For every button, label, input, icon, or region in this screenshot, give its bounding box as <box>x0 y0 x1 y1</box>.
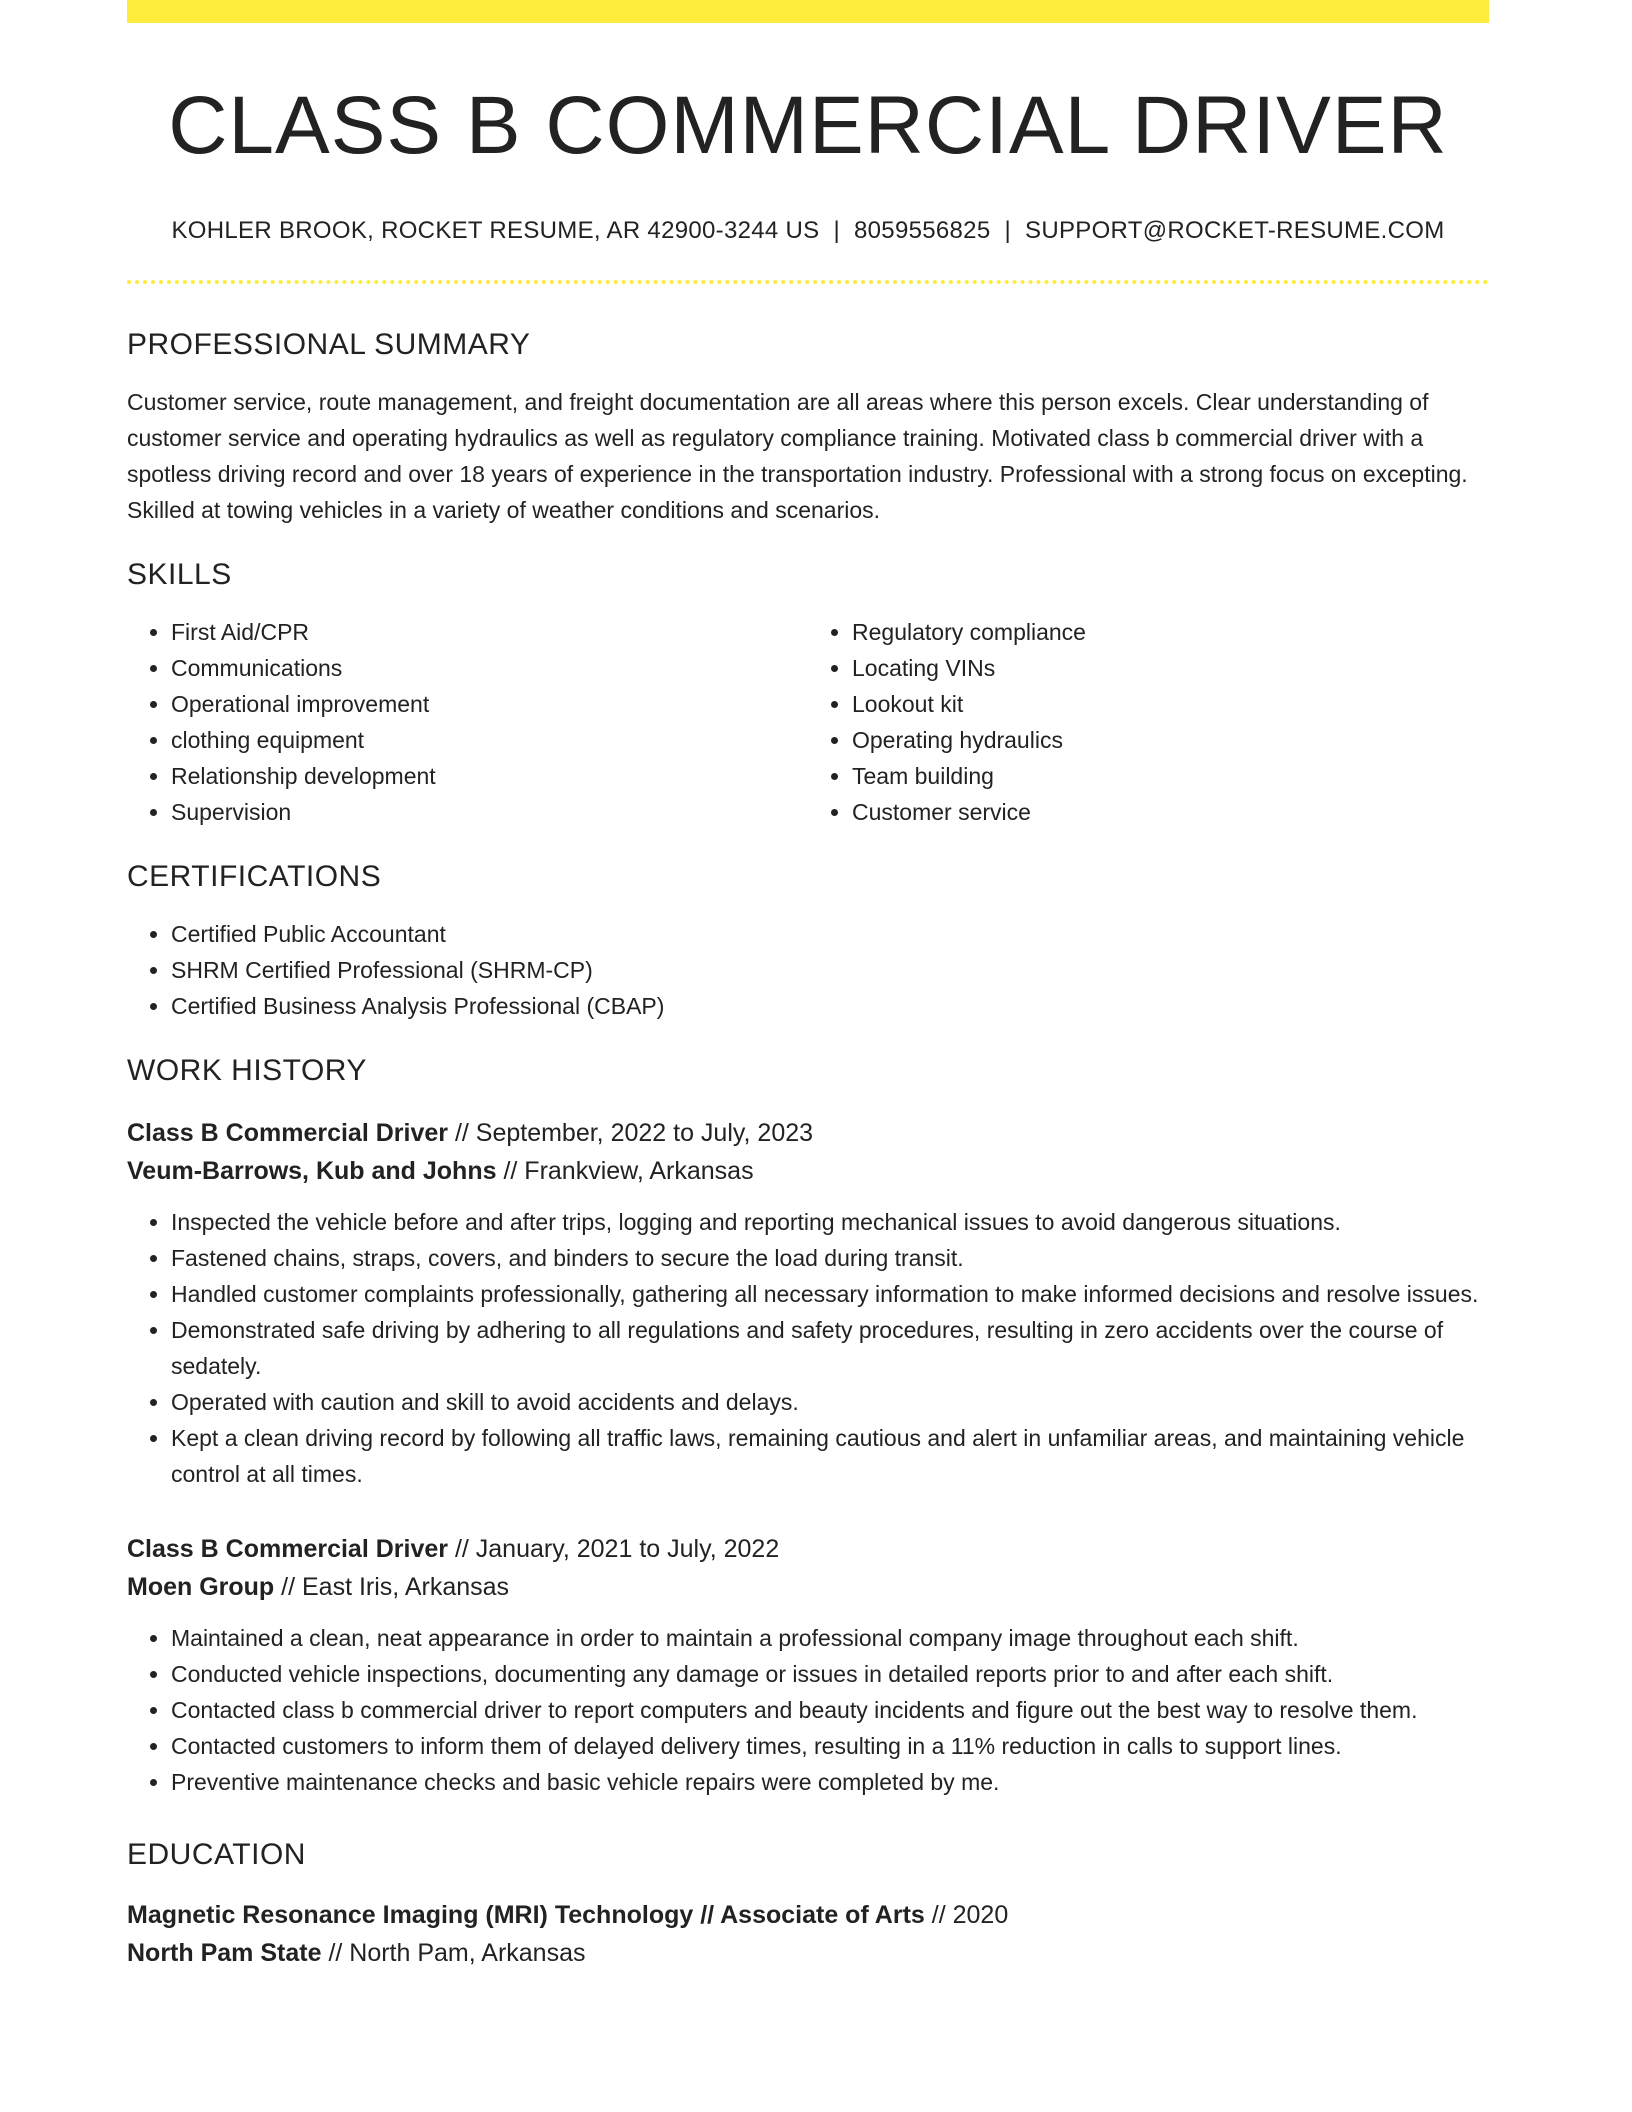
skill-item: • First Aid/CPR <box>171 614 808 650</box>
skills-column-left <box>127 614 808 830</box>
education-entry <box>127 1896 1489 1972</box>
job-bullet: • Preventive maintenance checks and basic vehicle repairs were completed by me. <box>171 1764 1489 1800</box>
job-bullets <box>127 1620 1489 1800</box>
job-bullet: • Contacted class b commercial driver to report computers and beauty incidents and figure out the best way to resolve them. <box>171 1692 1489 1728</box>
education-school: North Pam State <box>127 1939 322 1968</box>
job-company: Veum-Barrows, Kub and Johns <box>127 1157 497 1186</box>
summary-text: Customer service, route management, and freight documentation are all areas where this person excels. Clear understanding of customer service and operating hydraulics as well as regulatory compliance training. Motivated class b commercial driver with a spotless driving record and over 18 years of experience in the transportation industry. Professional with a strong focus on excepting. Skilled at towing vehicles in a variety of weather conditions and scenarios. <box>127 389 1468 524</box>
skill-item: • Communications <box>171 650 808 686</box>
certification-item: • Certified Public Accountant <box>171 916 1489 952</box>
job-role: Class B Commercial Driver <box>127 1119 448 1148</box>
skill-item: • Regulatory compliance <box>852 614 1489 650</box>
education-school-line <box>127 1934 1489 1972</box>
education-year: // 2020 <box>931 1901 1009 1930</box>
education-heading: EDUCATION <box>127 1838 306 1872</box>
dotted-divider <box>127 280 1489 284</box>
contact-address: KOHLER BROOK, ROCKET RESUME, AR 42900-3244 US <box>171 217 820 245</box>
accent-bar <box>127 0 1489 23</box>
certifications-list <box>127 916 1489 1024</box>
skill-item: • Operating hydraulics <box>852 722 1489 758</box>
certification-item: • SHRM Certified Professional (SHRM-CP) <box>171 952 1489 988</box>
job-company-line <box>127 1568 1489 1606</box>
skill-item: • Team building <box>852 758 1489 794</box>
skill-item: • Locating VINs <box>852 650 1489 686</box>
contact-separator: | <box>833 217 840 245</box>
summary-heading: PROFESSIONAL SUMMARY <box>127 328 531 362</box>
job-bullet: • Kept a clean driving record by following all traffic laws, remaining cautious and alert in unfamiliar areas, and maintaining vehicle control at all times. <box>171 1420 1489 1492</box>
skill-item: • Customer service <box>852 794 1489 830</box>
skill-item: • clothing equipment <box>171 722 808 758</box>
job-location: // Frankview, Arkansas <box>503 1157 754 1186</box>
job-bullet: • Contacted customers to inform them of delayed delivery times, resulting in a 11% reduction in calls to support lines. <box>171 1728 1489 1764</box>
skill-item: • Relationship development <box>171 758 808 794</box>
education-location: // North Pam, Arkansas <box>328 1939 586 1968</box>
skill-item: • Lookout kit <box>852 686 1489 722</box>
skills-column-right <box>808 614 1489 830</box>
job-bullets <box>127 1204 1489 1492</box>
job-bullet: • Operated with caution and skill to avoid accidents and delays. <box>171 1384 1489 1420</box>
skill-item: • Operational improvement <box>171 686 808 722</box>
job-company: Moen Group <box>127 1573 275 1602</box>
job-entry <box>127 1114 1489 1492</box>
skills-grid <box>127 614 1489 830</box>
job-role-line <box>127 1530 1489 1568</box>
job-role-line <box>127 1114 1489 1152</box>
job-location: // East Iris, Arkansas <box>281 1573 510 1602</box>
job-bullet: • Maintained a clean, neat appearance in order to maintain a professional company image throughout each shift. <box>171 1620 1489 1656</box>
job-company-line <box>127 1152 1489 1190</box>
resume-title: CLASS B COMMERCIAL DRIVER <box>168 80 1448 171</box>
skill-item: • Supervision <box>171 794 808 830</box>
job-bullet: • Inspected the vehicle before and after trips, logging and reporting mechanical issues to avoid dangerous situations. <box>171 1204 1489 1240</box>
contact-separator: | <box>1004 217 1012 245</box>
job-dates: // January, 2021 to July, 2022 <box>454 1535 780 1564</box>
job-bullet: • Handled customer complaints professionally, gathering all necessary information to make informed decisions and resolve issues. <box>171 1276 1489 1312</box>
job-dates: // September, 2022 to July, 2023 <box>454 1119 814 1148</box>
work-history-heading: WORK HISTORY <box>127 1054 367 1088</box>
resume-page <box>127 0 1489 1972</box>
skills-heading: SKILLS <box>127 558 232 592</box>
job-bullet: • Demonstrated safe driving by adhering to all regulations and safety procedures, resulting in zero accidents over the course of sedately. <box>171 1312 1489 1384</box>
job-entry <box>127 1530 1489 1800</box>
job-role: Class B Commercial Driver <box>127 1535 448 1564</box>
certification-item: • Certified Business Analysis Professional (CBAP) <box>171 988 1489 1024</box>
contact-phone: 8059556825 <box>854 217 991 245</box>
certifications-heading: CERTIFICATIONS <box>127 860 382 894</box>
contact-line <box>127 217 1489 245</box>
education-degree-line <box>127 1896 1489 1934</box>
job-bullet: • Fastened chains, straps, covers, and binders to secure the load during transit. <box>171 1240 1489 1276</box>
education-degree: Magnetic Resonance Imaging (MRI) Technology // Associate of Arts <box>127 1901 925 1930</box>
contact-email: SUPPORT@ROCKET-RESUME.COM <box>1025 217 1445 245</box>
job-bullet: • Conducted vehicle inspections, documenting any damage or issues in detailed reports prior to and after each shift. <box>171 1656 1489 1692</box>
